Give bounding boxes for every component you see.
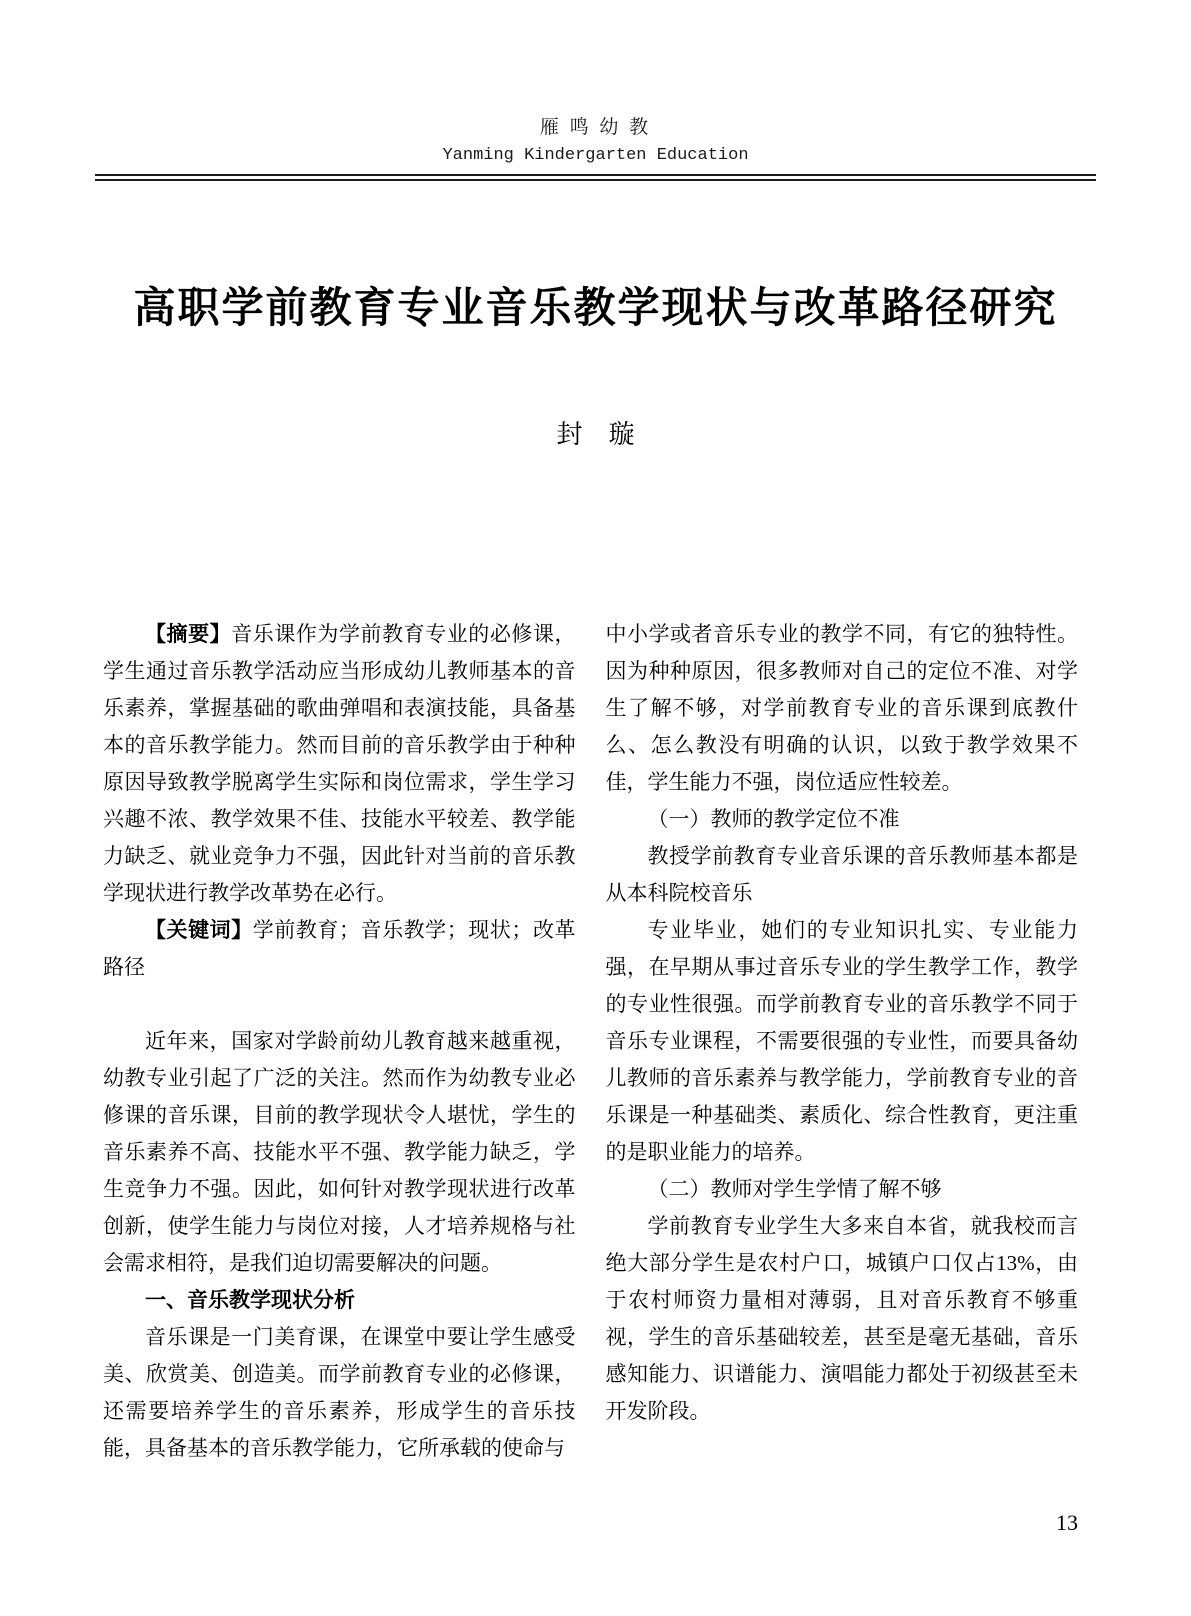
subsection-1-paragraph-a: 教授学前教育专业音乐课的音乐教师基本都是从本科院校音乐	[605, 844, 1078, 905]
abstract-text: 音乐课作为学前教育专业的必修课，学生通过音乐教学活动应当形成幼儿教师基本的音乐素养，掌握基础的歌曲弹唱和表演技能，具备基本的音乐教学能力。然而目前的音乐教学由于种种原因导致教学脱离学生实际和岗位需求，学生学习兴趣不浓、教学效果不佳、技能水平较差、教学能力缺乏、就业竞争力不强，因此针对当前的音乐教学现状进行教学改革势在必行。	[103, 622, 576, 905]
page-number: 13	[1056, 1510, 1078, 1535]
keywords-label: 【关键词】	[145, 919, 253, 942]
journal-name-chinese: 雁 鸣 幼 教	[539, 117, 652, 138]
section-1-paragraph: 音乐课是一门美育课，在课堂中要让学生感受美、欣赏美、创造美。而学前教育专业的必修课，还需要培养学生的音乐素养，形成学生的音乐技能，具备基本的音乐教学能力，它所承载的使命与	[103, 1325, 576, 1460]
continuation-paragraph: 中小学或者音乐专业的教学不同，有它的独特性。因为种种原因，很多教师对自己的定位不准、对学生了解不够，对学前教育专业的音乐课到底教什么、怎么教没有明确的认识，以致于教学效果不佳，学生能力不强，岗位适应性较差。	[605, 622, 1078, 794]
subsection-2-heading: （二）教师对学生学情了解不够	[647, 1177, 942, 1201]
abstract-label: 【摘要】	[145, 623, 232, 646]
body-columns	[103, 616, 1078, 1467]
subsection-1-heading: （一）教师的教学定位不准	[647, 807, 900, 831]
journal-name-english: Yanming Kindergarten Education	[442, 146, 749, 165]
keywords-text: 学前教育；音乐教学；现状；改革路径	[103, 918, 576, 979]
header-divider-rule	[95, 174, 1096, 181]
abstract-paragraph	[103, 616, 576, 912]
intro-paragraph: 近年来，国家对学龄前幼儿教育越来越重视，幼教专业引起了广泛的关注。然而作为幼教专业必修课的音乐课，目前的教学现状令人堪忧，学生的音乐素养不高、技能水平不强、教学能力缺乏，学生竞争力不强。因此，如何针对教学现状进行改革创新，使学生能力与岗位对接，人才培养规格与社会需求相符，是我们迫切需要解决的问题。	[103, 1029, 576, 1275]
subsection-2-paragraph: 学前教育专业学生大多来自本省，就我校而言绝大部分学生是农村户口，城镇户口仅占13%，由于农村师资力量相对薄弱，且对音乐教育不够重视，学生的音乐基础较差，甚至是毫无基础，音乐感知能力、识谱能力、演唱能力都处于初级甚至未开发阶段。	[605, 1214, 1078, 1423]
journal-header	[0, 0, 1191, 181]
right-column	[606, 616, 1079, 1467]
left-column	[103, 616, 576, 1467]
article-title: 高职学前教育专业音乐教学现状与改革路径研究	[133, 286, 1058, 332]
keywords-paragraph	[103, 912, 576, 986]
section-1-heading: 一、音乐教学现状分析	[145, 1289, 355, 1312]
article-author: 封 璇	[556, 420, 635, 449]
subsection-1-paragraph-b: 专业毕业，她们的专业知识扎实、专业能力强，在早期从事过音乐专业的学生教学工作，教学的专业性很强。而学前教育专业的音乐教学不同于音乐专业课程，不需要很强的专业性，而要具备幼儿教师的音乐素养与教学能力，学前教育专业的音乐课是一种基础类、素质化、综合性教育，更注重的是职业能力的培养。	[605, 918, 1078, 1164]
